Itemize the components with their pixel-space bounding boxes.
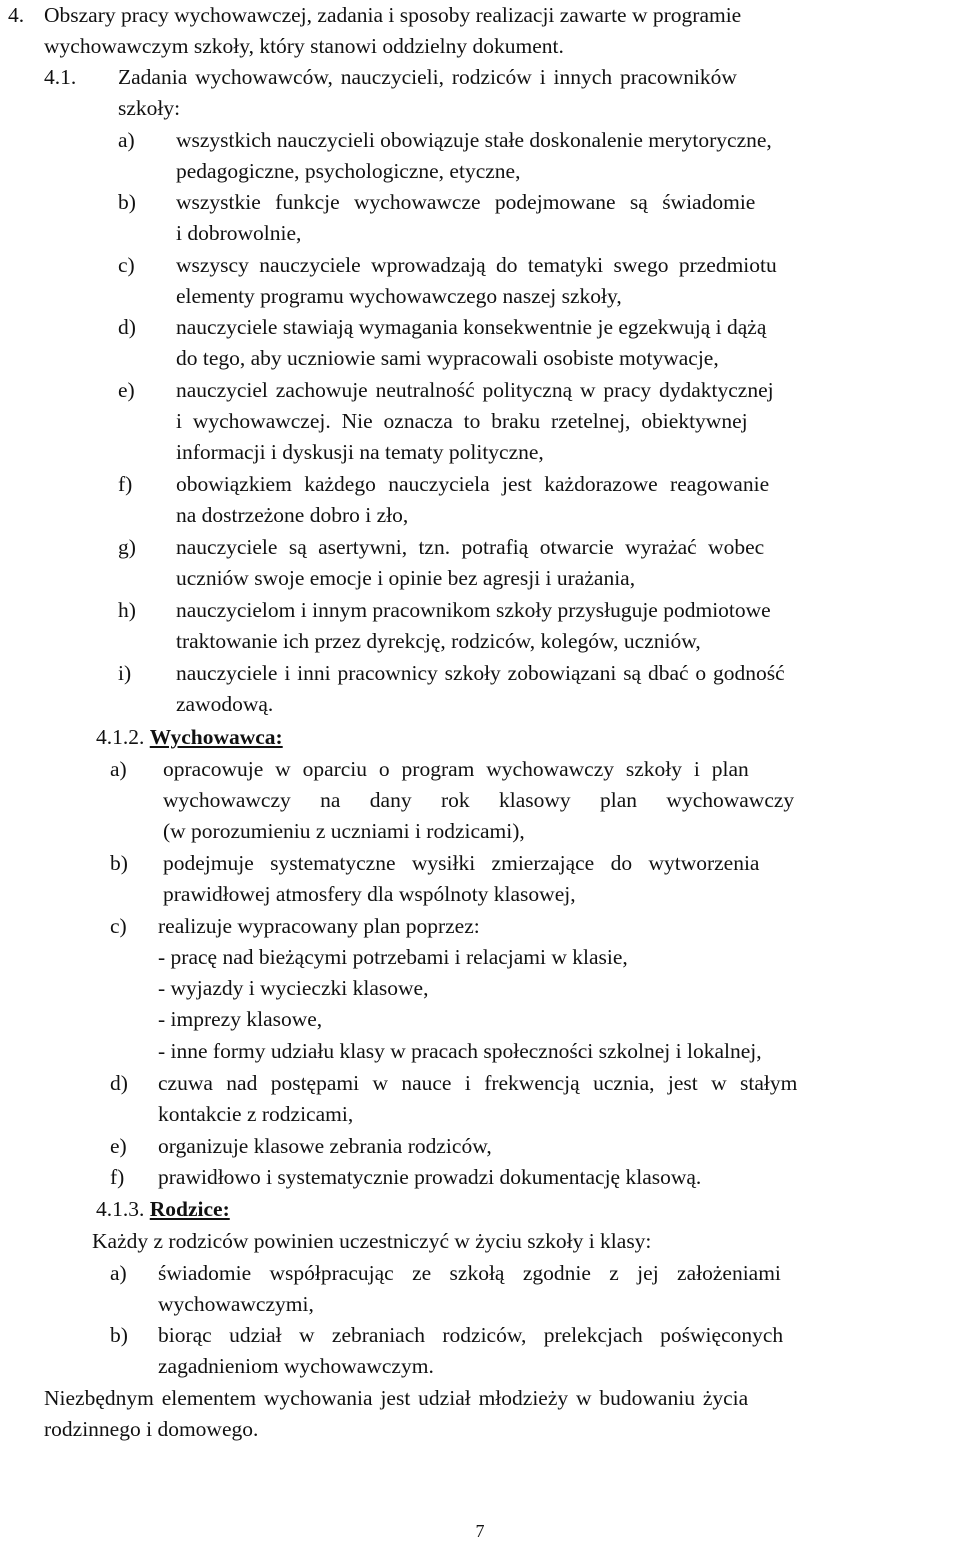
- list-marker: d): [118, 315, 136, 339]
- section-number: 4.: [8, 3, 25, 27]
- list-item-line: do tego, aby uczniowie sami wypracowali osobiste motywacje,: [176, 346, 719, 370]
- list-marker: a): [110, 1261, 127, 1285]
- list-item-line: wszystkich nauczycieli obowiązuje stałe doskonalenie merytoryczne,: [176, 128, 772, 152]
- list-item-line: świadomie współpracując ze szkołą zgodnie z jej założeniami: [158, 1261, 781, 1285]
- list-item-line: prawidłowo i systematycznie prowadzi dokumentację klasową.: [158, 1165, 702, 1189]
- list-item-line: nauczyciel zachowuje neutralność polityczną w pracy dydaktycznej: [176, 378, 774, 402]
- list-item-line: i wychowawczej. Nie oznacza to braku rzetelnej, obiektywnej: [176, 409, 748, 433]
- list-item-line: zawodową.: [176, 692, 274, 716]
- list-marker: b): [110, 1323, 128, 1347]
- list-item-line: informacji i dyskusji na tematy polityczne,: [176, 440, 544, 464]
- list-item-line: nauczyciele są asertywni, tzn. potrafią otwarcie wyrażać wobec: [176, 535, 765, 559]
- list-item-line: wszyscy nauczyciele wprowadzają do tematyki swego przedmiotu: [176, 253, 777, 277]
- subsection-heading-cont: szkoły:: [118, 96, 181, 120]
- closing-paragraph-line: rodzinnego i domowego.: [44, 1417, 259, 1441]
- subsection-number-text: 4.1.3.: [96, 1197, 145, 1221]
- list-marker: f): [110, 1165, 125, 1189]
- intro-line: Każdy z rodziców powinien uczestniczyć w życiu szkoły i klasy:: [92, 1229, 652, 1253]
- list-item-line: (w porozumieniu z uczniami i rodzicami),: [163, 819, 525, 843]
- list-item-line: opracowuje w oparciu o program wychowawczy szkoły i plan: [163, 757, 749, 781]
- list-marker: i): [118, 661, 132, 685]
- subsection-number-text: 4.1.2.: [96, 725, 145, 749]
- list-marker: d): [110, 1071, 128, 1095]
- list-marker: e): [110, 1134, 127, 1158]
- list-marker: a): [110, 757, 127, 781]
- list-item-line: - wyjazdy i wycieczki klasowe,: [158, 976, 429, 1000]
- subsection-title: Wychowawca:: [149, 725, 283, 749]
- subsection-number: 4.1.: [44, 65, 77, 89]
- list-marker: b): [118, 190, 136, 214]
- list-item-line: wychowawczy na dany rok klasowy plan wychowawczy: [163, 788, 795, 812]
- list-item-line: prawidłowej atmosfery dla wspólnoty klasowej,: [163, 882, 576, 906]
- list-marker: f): [118, 472, 133, 496]
- subsection-number: [96, 722, 283, 754]
- list-item-line: kontakcie z rodzicami,: [158, 1102, 354, 1126]
- list-marker: b): [110, 851, 128, 875]
- closing-paragraph-line: Niezbędnym elementem wychowania jest udział młodzieży w budowaniu życia: [44, 1386, 749, 1410]
- list-item-line: na dostrzeżone dobro i zło,: [176, 503, 409, 527]
- list-item-line: uczniów swoje emocje i opinie bez agresji i urażania,: [176, 566, 636, 590]
- list-item-line: czuwa nad postępami w nauce i frekwencją ucznia, jest w stałym: [158, 1071, 798, 1095]
- list-item-line: nauczycielom i innym pracownikom szkoły przysługuje podmiotowe: [176, 598, 771, 622]
- list-item-line: wychowawczymi,: [158, 1292, 314, 1316]
- list-marker: a): [118, 128, 135, 152]
- heading-text: Obszary pracy wychowawczej, zadania i sposoby realizacji zawarte w programie: [44, 3, 742, 27]
- list-item-line: zagadnieniom wychowawczym.: [158, 1354, 434, 1378]
- list-item-line: nauczyciele stawiają wymagania konsekwentnie je egzekwują i dążą: [176, 315, 767, 339]
- section-heading: [44, 0, 956, 32]
- list-item-line: realizuje wypracowany plan poprzez:: [158, 914, 480, 938]
- list-item-line: - pracę nad bieżącymi potrzebami i relacjami w klasie,: [158, 945, 628, 969]
- list-item-line: pedagogiczne, psychologiczne, etyczne,: [176, 159, 521, 183]
- list-item-line: i dobrowolnie,: [176, 221, 302, 245]
- list-item-line: traktowanie ich przez dyrekcję, rodziców, kolegów, uczniów,: [176, 629, 701, 653]
- page-number: 7: [475, 1521, 485, 1541]
- list-item-line: wszystkie funkcje wychowawcze podejmowane są świadomie: [176, 190, 756, 214]
- list-item-line: nauczyciele i inni pracownicy szkoły zobowiązani są dbać o godność: [176, 661, 785, 685]
- list-item-line: obowiązkiem każdego nauczyciela jest każdorazowe reagowanie: [176, 472, 770, 496]
- list-marker: c): [110, 914, 127, 938]
- list-item-line: organizuje klasowe zebrania rodziców,: [158, 1134, 492, 1158]
- list-marker: h): [118, 598, 136, 622]
- list-marker: g): [118, 535, 136, 559]
- list-item-line: - inne formy udziału klasy w pracach społeczności szkolnej i lokalnej,: [158, 1039, 762, 1063]
- subsection-number: [96, 1194, 230, 1226]
- list-item-line: elementy programu wychowawczego naszej szkoły,: [176, 284, 622, 308]
- list-item-line: - imprezy klasowe,: [158, 1007, 323, 1031]
- subsection-title: Rodzice:: [149, 1197, 230, 1221]
- section-heading-cont: wychowawczym szkoły, który stanowi oddzielny dokument.: [44, 34, 564, 58]
- subsection-heading: Zadania wychowawców, nauczycieli, rodziców i innych pracowników: [118, 65, 737, 89]
- list-marker: e): [118, 378, 135, 402]
- list-item-line: podejmuje systematyczne wysiłki zmierzające do wytworzenia: [163, 851, 760, 875]
- list-item-line: biorąc udział w zebraniach rodziców, prelekcjach poświęconych: [158, 1323, 784, 1347]
- list-marker: c): [118, 253, 135, 277]
